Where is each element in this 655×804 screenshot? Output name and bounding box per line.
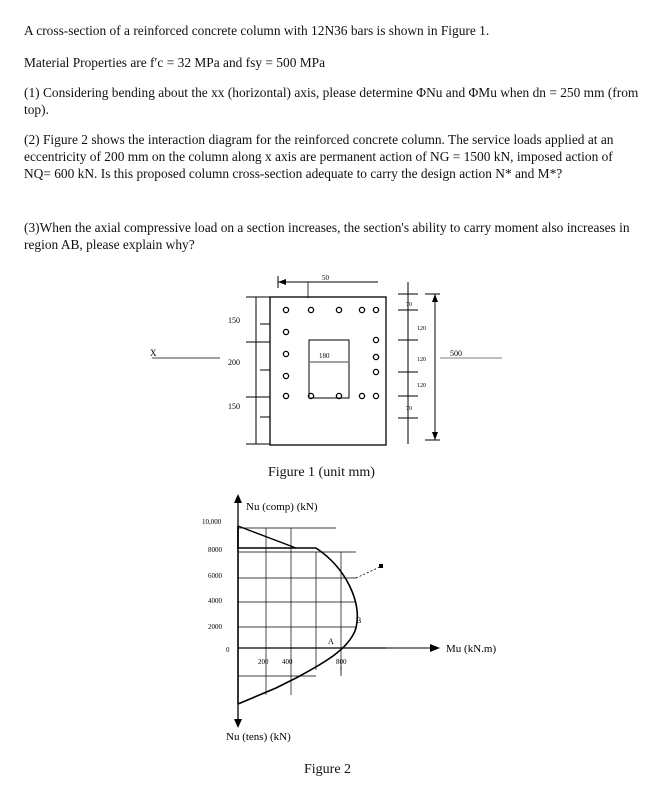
bar [359,393,364,398]
point-a-label: A [328,637,334,646]
bar [373,393,378,398]
dim-total: 500 [450,349,462,358]
figure-2-caption: Figure 2 [304,762,352,777]
bar [373,307,378,312]
bar [373,337,378,342]
dim-right-1: 70 [406,302,412,308]
dim-right-3: 120 [417,357,426,363]
axis-x-label: X [150,348,157,358]
bar [283,393,288,398]
question-2: (2) Figure 2 shows the interaction diagram for the reinforced concrete column. The service loads applied at an eccentricity of 200 mm on the column along x axis are permanent action of NG = 1500 kN, imposed action of NQ= 600 kN. Is this proposed column cross-section adequate to carry the design action N* and M*? [24,132,614,181]
dim-top: 50 [322,274,329,282]
y-tick: 2000 [208,623,222,631]
inner-core [309,340,349,398]
figure-1-caption: Figure 1 (unit mm) [268,465,375,480]
material-properties: Material Properties are f′c = 32 MPa and fsy = 500 MPa [24,55,326,70]
y-bottom-label: Nu (tens) (kN) [226,731,291,743]
y-tick: 6000 [208,572,222,580]
column-outline [270,297,386,445]
bar [283,373,288,378]
bar [283,329,288,334]
bar [359,307,364,312]
y-tick: 10,000 [202,518,222,526]
x-tick: 800 [336,658,347,666]
figure-1-cross-section [150,272,510,462]
x-tick: 400 [282,658,293,666]
interaction-curve [238,526,357,704]
dim-inner: 180 [319,352,330,360]
question-3: (3)When the axial compressive load on a section increases, the section's ability to carry moment also increases in region AB, please explain why? [24,220,630,252]
dim-right-5: 70 [406,406,412,412]
bar [373,369,378,374]
dim-left-2: 200 [228,358,240,367]
intro-text: A cross-section of a reinforced concrete column with 12N36 bars is shown in Figure 1. [24,23,490,38]
y-tick: 0 [226,646,230,654]
figure-2-interaction-diagram [196,490,496,750]
y-tick: 4000 [208,597,222,605]
y-axis-label: Nu (comp) (kN) [246,501,318,513]
dim-right-4: 120 [417,383,426,389]
x-tick: 200 [258,658,269,666]
dim-left-1: 150 [228,316,240,325]
bar [283,351,288,356]
dim-left-3: 150 [228,402,240,411]
question-1: (1) Considering bending about the xx (horizontal) axis, please determine ΦNu and ΦMu when dn = 250 mm (from top). [24,85,639,117]
bar [336,307,341,312]
bar [308,307,313,312]
x-axis-label: Mu (kN.m) [446,643,496,655]
point-b-label: B [356,616,362,625]
dim-right-2: 120 [417,326,426,332]
bar [283,307,288,312]
bar [373,354,378,359]
y-tick: 8000 [208,546,222,554]
